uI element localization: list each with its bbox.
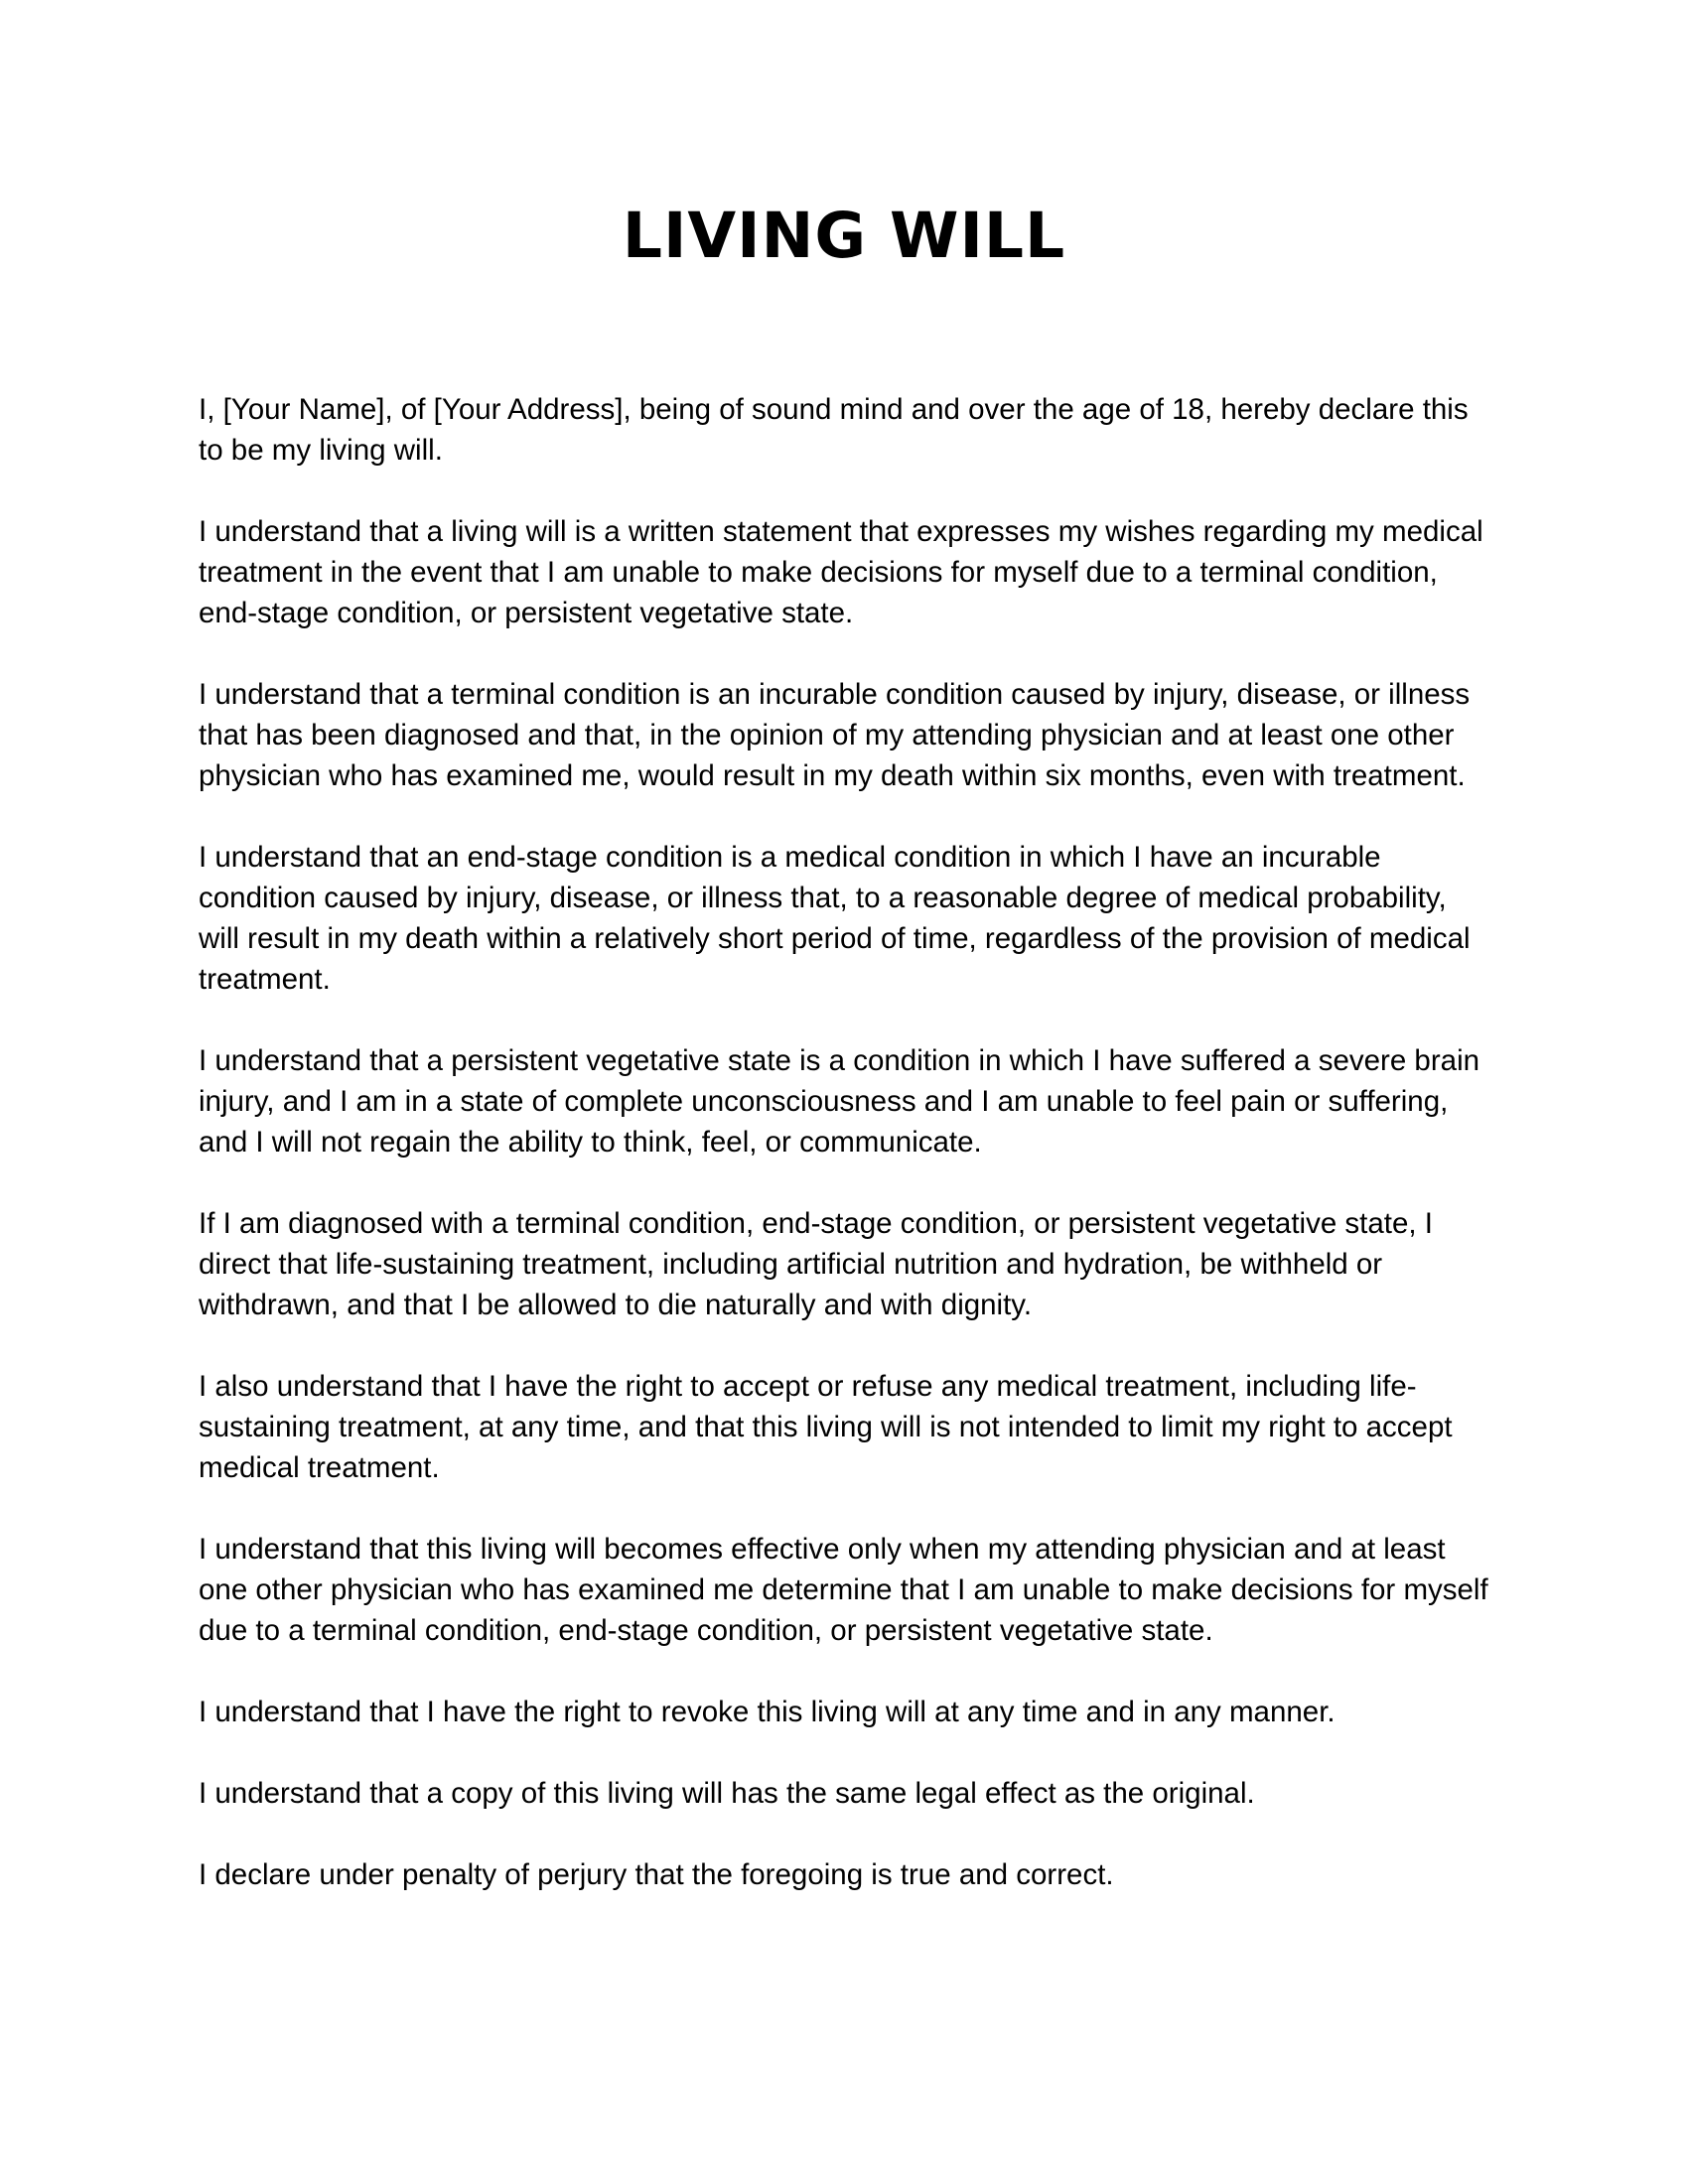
paragraph-directive: If I am diagnosed with a terminal condition, end-stage condition, or persistent vegetative state, I direct that life-sustaining treatment, including artificial nutrition and hydration, be withheld or withdrawn, and that I be allowed to die naturally and with dignity. (199, 1207, 1433, 1321)
paragraph-declaration: I, [Your Name], of [Your Address], being of sound mind and over the age of 18, hereby declare this to be my living will. (199, 393, 1469, 467)
paragraph-living-will-definition: I understand that a living will is a written statement that expresses my wishes regarding my medical treatment in the event that I am unable to make decisions for myself due to a terminal condition, end-stage condition, or persistent vegetative state. (199, 515, 1483, 629)
paragraph-revoke: I understand that I have the right to revoke this living will at any time and in any manner. (199, 1696, 1336, 1728)
paragraph-perjury: I declare under penalty of perjury that the foregoing is true and correct. (199, 1858, 1114, 1891)
paragraph-copy: I understand that a copy of this living will has the same legal effect as the original. (199, 1777, 1255, 1810)
paragraph-terminal-condition: I understand that a terminal condition is an incurable condition caused by injury, disease, or illness that has been diagnosed and that, in the opinion of my attending physician and at least one other physician who has examined me, would result in my death within six months, even with treatment. (199, 678, 1471, 792)
document-title: LIVING WILL (622, 200, 1066, 272)
paragraph-effective: I understand that this living will becomes effective only when my attending physician and at least one other physician who has examined me determine that I am unable to make decisions for myself due to a terminal condition, end-stage condition, or persistent vegetative state. (199, 1533, 1488, 1647)
paragraph-vegetative-state: I understand that a persistent vegetative state is a condition in which I have suffered a severe brain injury, and I am in a state of complete unconsciousness and I am unable to feel pain or suffering, and I will not regain the ability to think, feel, or communicate. (199, 1044, 1480, 1159)
document-body (199, 389, 1489, 1936)
paragraph-end-stage-condition: I understand that an end-stage condition is a medical condition in which I have an incurable condition caused by injury, disease, or illness that, to a reasonable degree of medical probability, will result in my death within a relatively short period of time, regardless of the provision of medical treatment. (199, 841, 1471, 996)
paragraph-right-to-accept: I also understand that I have the right to accept or refuse any medical treatment, including life-sustaining treatment, at any time, and that this living will is not intended to limit my right to accept medical treatment. (199, 1370, 1453, 1484)
